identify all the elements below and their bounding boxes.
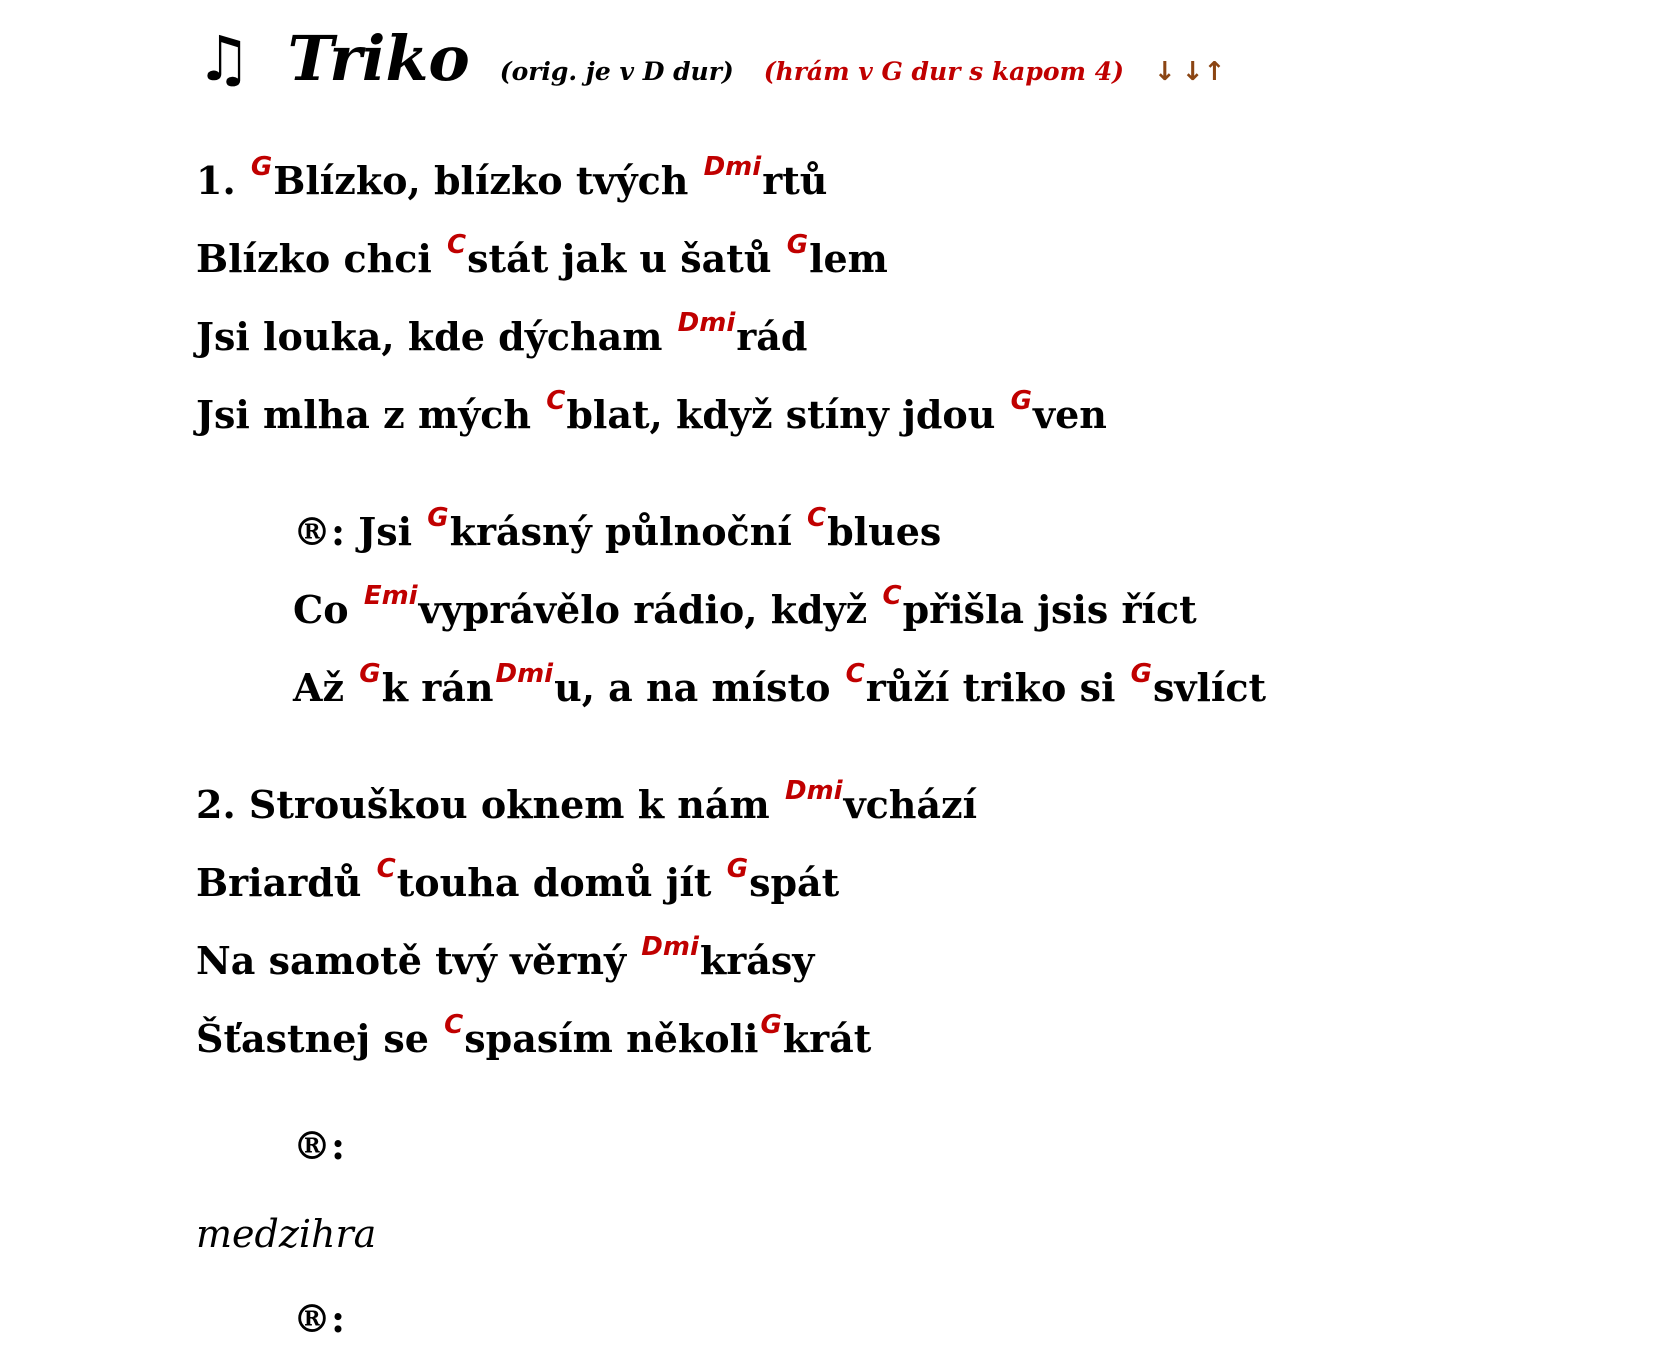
lyric-text: vyprávělo rádio, když [418, 587, 881, 632]
verse1-line2 [196, 230, 888, 281]
transpose-down-icon[interactable]: ↓ [1153, 57, 1176, 87]
chorus-ref-text: ®: [293, 1296, 346, 1341]
verse1-line3 [196, 308, 808, 359]
music-note-icon: ♫ [196, 22, 252, 95]
chord-label[interactable]: C [546, 386, 566, 416]
original-key-note: (orig. je v D dur) [499, 57, 734, 86]
lyric-text: vchází [843, 782, 978, 827]
verse2-line1 [196, 776, 978, 827]
transpose-controls [1154, 57, 1231, 87]
lyric-text: spasím několi [464, 1016, 759, 1061]
lyric-text: 2. Strouškou oknem k nám [196, 782, 783, 827]
lyric-text: blues [827, 509, 942, 554]
lyric-text: 1. [196, 158, 249, 203]
chord-label[interactable]: Dmi [784, 776, 843, 806]
transpose-toggle-icon[interactable]: ↓↑ [1181, 57, 1226, 87]
chorus-reference-1 [293, 1123, 346, 1168]
lyric-text: přišla jsis říct [902, 587, 1197, 632]
chord-label[interactable]: C [444, 1010, 464, 1040]
lyric-text: Co [293, 587, 362, 632]
chord-label[interactable]: G [1130, 659, 1152, 689]
chord-label[interactable]: Dmi [641, 932, 699, 962]
chord-label[interactable]: C [806, 503, 827, 533]
lyric-text: ®: Jsi [293, 509, 426, 554]
lyric-text: krásný půlnoční [449, 509, 805, 554]
lyric-text: lem [809, 236, 888, 281]
lyric-text: krásy [699, 938, 815, 983]
lyric-text: ven [1032, 392, 1107, 437]
chord-label[interactable]: C [447, 230, 467, 260]
chord-label[interactable]: G [1010, 386, 1032, 416]
chorus-reference-2 [293, 1296, 346, 1341]
lyric-text: Blízko chci [196, 236, 446, 281]
chord-label[interactable]: C [845, 659, 865, 689]
lyric-text: rád [736, 314, 808, 359]
chord-label[interactable]: Emi [363, 581, 418, 611]
lyric-text: rtů [762, 158, 828, 203]
song-title: Triko [287, 22, 470, 95]
chorus-ref-text: ®: [293, 1123, 346, 1168]
lyric-text: spát [749, 860, 840, 905]
lyric-text: u, a na místo [554, 665, 844, 710]
lyric-text: svlíct [1152, 665, 1267, 710]
lyric-text: touha domů jít [396, 860, 725, 905]
chorus-line1 [293, 503, 942, 554]
chord-label[interactable]: Dmi [677, 308, 736, 338]
chorus-line3 [293, 659, 1267, 710]
lyric-text: Blízko, blízko tvých [273, 158, 702, 203]
lyric-text: krát [782, 1016, 872, 1061]
chord-label[interactable]: G [760, 1010, 782, 1040]
lyric-text: blat, když stíny jdou [566, 392, 1009, 437]
chorus-line2 [293, 581, 1197, 632]
lyric-text: k rán [381, 665, 494, 710]
chord-label[interactable]: G [250, 152, 273, 182]
verse2-line3 [196, 932, 815, 983]
chord-label[interactable]: Dmi [703, 152, 762, 182]
interlude-label: medzihra [196, 1212, 377, 1256]
chord-label[interactable]: G [427, 503, 449, 533]
chord-label[interactable]: Dmi [495, 659, 554, 689]
chord-label[interactable]: G [786, 230, 809, 260]
verse2-line2 [196, 854, 840, 905]
lyric-text: Až [293, 665, 358, 710]
lyric-text: Jsi mlha z mých [196, 392, 545, 437]
lyric-text: růží triko si [865, 665, 1129, 710]
verse1-line1 [196, 152, 828, 203]
lyric-text: Šťastnej se [196, 1016, 443, 1061]
chord-label[interactable]: G [726, 854, 749, 884]
lyric-text: Briardů [196, 860, 375, 905]
capo-note[interactable]: (hrám v G dur s kapom 4) [763, 57, 1124, 86]
chord-label[interactable]: C [882, 581, 902, 611]
chord-label[interactable]: G [359, 659, 381, 689]
lyric-text: stát jak u šatů [467, 236, 785, 281]
title-row [196, 22, 1231, 102]
lyric-text: Jsi louka, kde dýcham [196, 314, 676, 359]
verse1-line4 [196, 386, 1107, 437]
verse2-line4 [196, 1010, 872, 1061]
lyric-text: Na samotě tvý věrný [196, 938, 640, 983]
chord-label[interactable]: C [376, 854, 396, 884]
